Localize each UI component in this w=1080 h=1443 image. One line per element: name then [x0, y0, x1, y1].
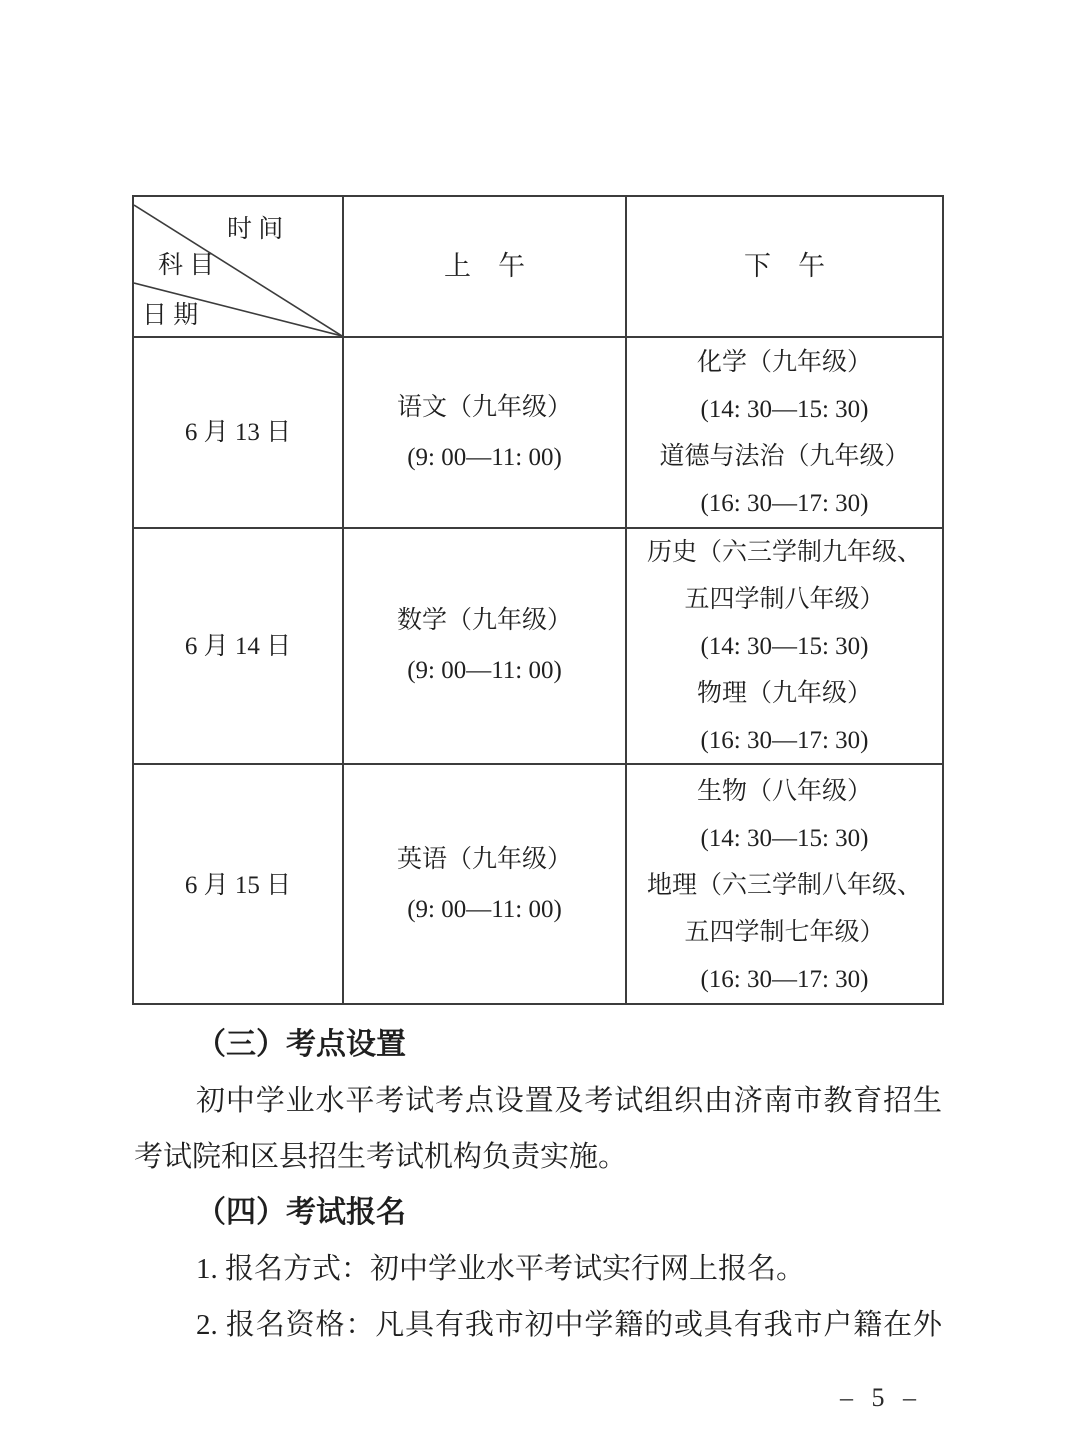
section-heading-3: （三）考点设置 — [196, 1028, 406, 1061]
cell-line: 历史（六三学制九年级、 — [646, 538, 922, 566]
cell-line: (9: 00—11: 00) — [407, 657, 562, 684]
afternoon-cell-jun15 — [627, 765, 942, 1005]
cell-line: 英语（九年级） — [396, 846, 572, 873]
cell-line: (9: 00—11: 00) — [407, 443, 562, 471]
date-cell-jun13: 6 月 13 日 — [134, 338, 344, 529]
corner-label-date: 日 期 — [142, 302, 199, 329]
morning-cell-jun15 — [344, 765, 627, 1005]
cell-line: 道德与法治（九年级） — [659, 442, 910, 470]
date-cell-jun14: 6 月 14 日 — [134, 529, 344, 765]
list-item-1: 1. 报名方式：初中学业水平考试实行网上报名。 — [196, 1253, 806, 1285]
morning-cell-jun14 — [344, 529, 627, 765]
paragraph-3-line-1: 初中学业水平考试考点设置及考试组织由济南市教育招生 — [196, 1085, 942, 1117]
list-item-2: 2. 报名资格：凡具有我市初中学籍的或具有我市户籍在外 — [196, 1309, 942, 1341]
cell-line: 地理（六三学制八年级、 — [646, 871, 922, 899]
corner-label-time: 时 间 — [227, 216, 284, 243]
morning-cell-jun13 — [344, 338, 627, 529]
cell-line: (14: 30—15: 30) — [700, 824, 869, 852]
cell-line: (14: 30—15: 30) — [700, 632, 869, 660]
cell-line: 物理（九年级） — [696, 679, 872, 707]
afternoon-cell-jun13 — [627, 338, 942, 529]
cell-line: 五四学制八年级） — [684, 585, 885, 613]
column-header-morning: 上 午 — [344, 197, 627, 338]
cell-line: (14: 30—15: 30) — [700, 395, 869, 423]
date-cell-jun15: 6 月 15 日 — [134, 765, 344, 1005]
exam-schedule-table — [132, 195, 944, 1005]
column-header-afternoon: 下 午 — [627, 197, 942, 338]
afternoon-cell-jun14 — [627, 529, 942, 765]
cell-line: (9: 00—11: 00) — [407, 896, 562, 923]
cell-line: 数学（九年级） — [396, 607, 572, 634]
paragraph-3-line-2: 考试院和区县招生考试机构负责实施。 — [134, 1141, 628, 1173]
cell-line: 五四学制七年级） — [684, 918, 885, 946]
cell-line: (16: 30—17: 30) — [700, 965, 869, 993]
cell-line: (16: 30—17: 30) — [700, 489, 869, 517]
body-text — [134, 1017, 942, 1353]
page-number: – 5 – — [840, 1383, 916, 1412]
cell-line: (16: 30—17: 30) — [700, 726, 869, 754]
table-corner-cell — [134, 197, 344, 338]
cell-line: 语文（九年级） — [396, 393, 572, 421]
cell-line: 化学（九年级） — [696, 348, 872, 376]
section-heading-4: （四）考试报名 — [196, 1196, 406, 1229]
corner-label-subject: 科 目 — [158, 252, 215, 279]
cell-line: 生物（八年级） — [696, 777, 872, 805]
